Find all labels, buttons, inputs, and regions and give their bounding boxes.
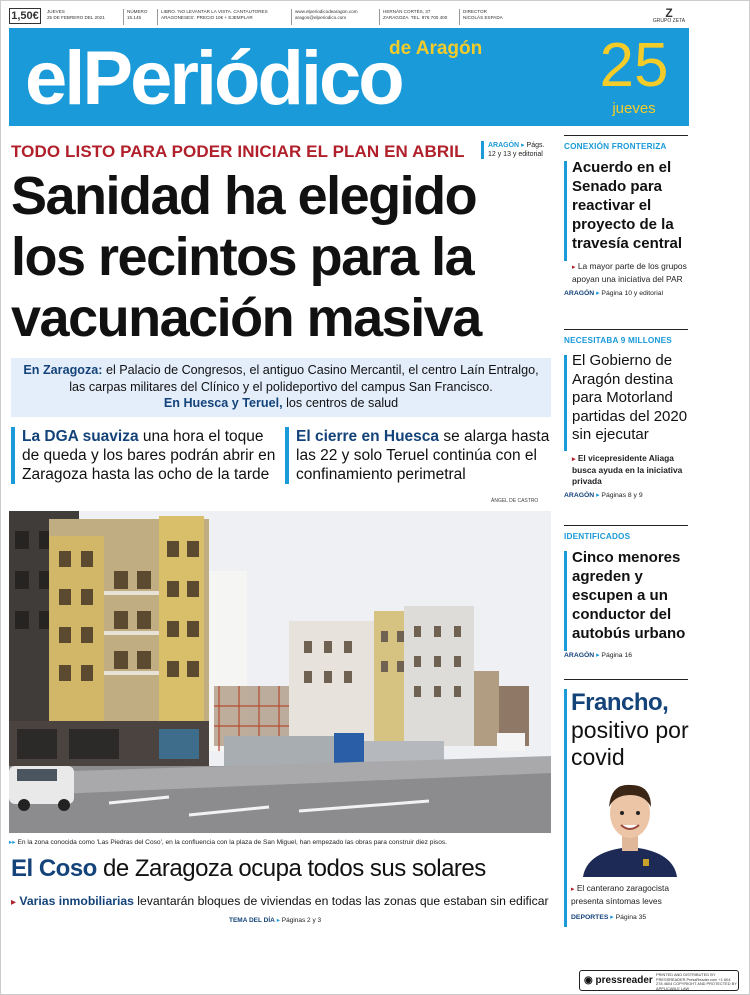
zeta-icon: Z — [665, 6, 673, 20]
subhead-left[interactable]: La DGA suaviza una hora el toque de queda y los bares podrán abrir en Zaragoza hasta las ocho de la tarde — [11, 427, 279, 484]
info-strip — [9, 7, 689, 27]
grupo-zeta-logo: Z GRUPO ZETA — [649, 7, 689, 25]
second-story-bullet: ▸ Varias inmobiliarias levantarán bloques de viviendas en todas las zonas que estaban sin edificar — [11, 894, 549, 908]
main-kicker-reference: ARAGÓN ▸ Págs. 12 y 13 y editorial — [481, 141, 551, 159]
side-story-1-reference: ARAGÓN ▸ Página 10 y editorial — [564, 290, 664, 297]
supplement-cell: LIBRO. 'NO LEVANTAR LA VISTA. CANTAUTORES ARAGONESES'. PRECIO 10€ + EJEMPLAR — [161, 9, 268, 20]
contact-cell — [295, 9, 375, 20]
main-headline[interactable]: Sanidad ha elegido los recintos para la vacunación masiva — [11, 166, 481, 348]
side-story-2-kicker: NECESITABA 9 MILLONES — [564, 336, 672, 345]
bullet-arrow-icon: ▸ — [571, 886, 575, 893]
side-story-2-bullet: ▸ El vicepresidente Aliaga busca ayuda en la iniciativa privada — [572, 452, 683, 486]
side-story-4-reference: DEPORTES ▸ Página 35 — [571, 914, 647, 921]
newspaper-logo[interactable]: elPeriódico — [25, 36, 402, 121]
price-box: 1,50€ — [9, 8, 41, 24]
second-headline[interactable]: El Coso de Zaragoza ocupa todos sus solares — [11, 855, 486, 882]
street-photo[interactable] — [9, 511, 551, 833]
pressreader-icon: ◉ — [584, 975, 593, 986]
issue-number-cell: NÚMERO 15.145 — [127, 9, 148, 20]
street-scene-illustration — [9, 511, 551, 833]
side-story-1-kicker: CONEXIÓN FRONTERIZA — [564, 142, 667, 151]
logo-subtitle: de Aragón — [389, 38, 483, 59]
side-story-4-headline[interactable]: positivo por covid — [571, 717, 689, 770]
portrait-illustration — [573, 773, 687, 877]
pressreader-legal-text: PRINTED AND DISTRIBUTED BY PRESSREADER PressReader.com +1 604 278 4604 COPYRIGHT AND PROTECTED BY APPLICABLE LAW — [656, 972, 737, 991]
director-cell: DIRECTOR NICOLÁS ESPADA — [463, 9, 503, 20]
player-portrait[interactable] — [573, 773, 687, 877]
side-story-4 — [571, 883, 689, 921]
side-story-1-bullet: ▸ La mayor parte de los grupos apoyan una iniciativa del PAR — [572, 261, 687, 284]
side-story-2-headline: El Gobierno de Aragón destina para Motorland partidas del 2020 sin ejecutar — [572, 352, 688, 443]
subhead-right[interactable]: El cierre en Huesca se alarga hasta las 22 y solo Teruel continúa con el confinamiento perimetral — [285, 427, 553, 484]
bullet-arrow-icon: ▸ — [572, 264, 576, 271]
address-cell: HERNÁN CORTÉS, 37 ZARAGOZA. TEL. 976 700 400 — [383, 9, 448, 20]
bullet-arrow-icon: ▸ — [11, 897, 17, 908]
second-story-reference: TEMA DEL DÍA ▸ Páginas 2 y 3 — [229, 917, 322, 924]
email-link[interactable]: aragon@elperiodico.com — [295, 14, 347, 20]
side-story-1-headline: Acuerdo en el Senado para reactivar el proyecto de la travesía central — [572, 159, 683, 252]
pressreader-logo: ◉ pressreader — [584, 975, 653, 986]
website-link[interactable]: www.elperiodicodearagon.com — [295, 9, 358, 14]
date-cell: JUEVES 25 DE FEBRERO DEL 2021 — [47, 9, 105, 20]
bullet-arrow-icon: ▸ — [572, 455, 576, 463]
side-story-1[interactable] — [564, 142, 688, 297]
side-story-4-bullet: ▸ El canterano zaragocista presenta síntomas leves — [571, 883, 670, 906]
lead-box: En Zaragoza: el Palacio de Congresos, el antiguo Casino Mercantil, el centro Laín Entralgo, las carpas militares del Clínico y el polideportivo del campus San Francisco. En Huesca y Teruel, los centros de salud — [11, 358, 551, 417]
pressreader-badge[interactable] — [579, 970, 739, 991]
masthead — [9, 28, 689, 126]
side-story-2-reference: ARAGÓN ▸ Páginas 8 y 9 — [564, 492, 643, 499]
photo-credit: ÁNGEL DE CASTRO — [491, 498, 539, 504]
side-story-3-kicker: IDENTIFICADOS — [564, 532, 631, 541]
side-story-3[interactable] — [564, 532, 688, 659]
date-number: 25 — [599, 31, 669, 100]
photo-caption: ▸▸ En la zona conocida como 'Las Piedras del Coso', en la confluencia con la plaza de San Miguel, han empezado las obras para construir diez pisos. — [9, 839, 448, 846]
main-kicker: TODO LISTO PARA PODER INICIAR EL PLAN EN ABRIL — [11, 142, 465, 161]
side-story-4-headline-bold[interactable]: Francho, — [571, 689, 669, 716]
side-story-3-reference: ARAGÓN ▸ Página 16 — [564, 652, 633, 659]
side-story-3-headline: Cinco menores agreden y escupen a un conductor del autobús urbano — [572, 549, 686, 642]
side-story-2[interactable] — [564, 336, 688, 499]
date-weekday: jueves — [612, 100, 656, 117]
